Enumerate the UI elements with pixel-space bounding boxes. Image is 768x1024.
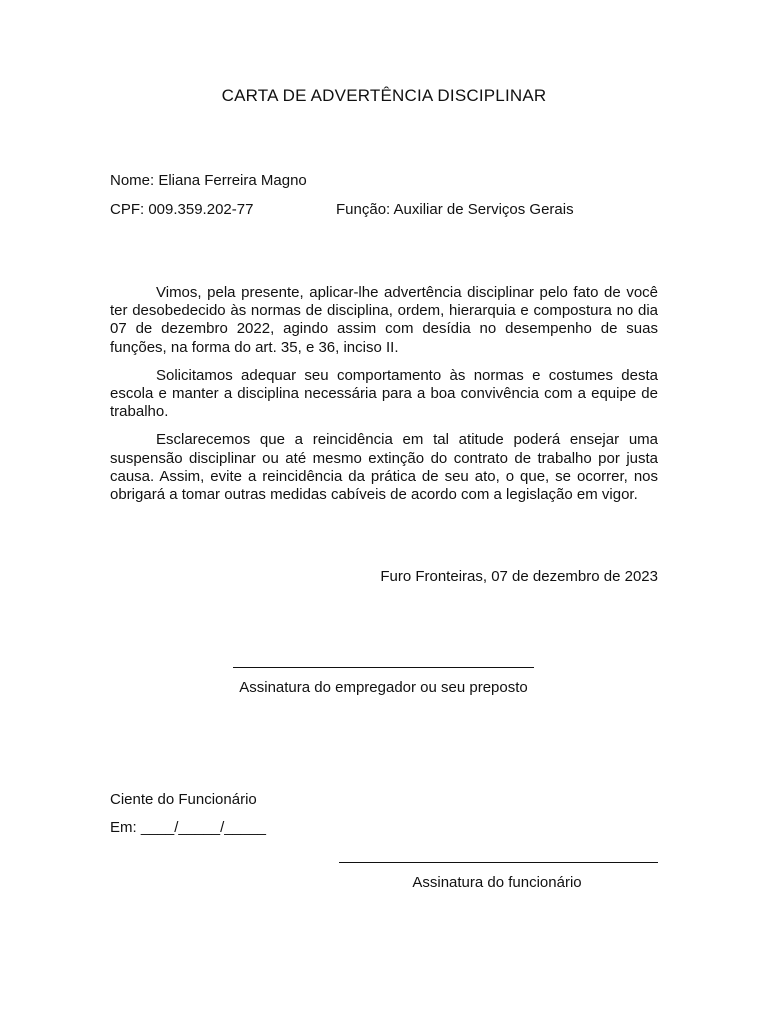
- body-paragraph: Vimos, pela presente, aplicar-lhe advertência disciplinar pelo fato de você ter desobedecido às normas de disciplina, ordem, hierarquia e compostura no dia 07 de dezembro 2022, agindo assim com desídia no desempenho de suas funções, na forma do art. 35, e 36, inciso II.: [110, 284, 658, 356]
- employee-name: Nome: Eliana Ferreira Magno: [110, 172, 307, 189]
- document-title: CARTA DE ADVERTÊNCIA DISCIPLINAR: [221, 86, 547, 105]
- body-paragraph: Solicitamos adequar seu comportamento às normas e costumes desta escola e manter a disciplina necessária para a boa convivência com a equipe de trabalho.: [110, 366, 658, 421]
- date-blank-line: Em: ____/_____/_____: [110, 819, 266, 836]
- employee-cpf: CPF: 009.359.202-77: [110, 201, 254, 218]
- letter-body: [110, 284, 658, 514]
- employer-signature-caption: Assinatura do empregador ou seu preposto: [239, 679, 528, 696]
- employee-signature-caption: Assinatura do funcionário: [412, 874, 582, 891]
- body-paragraph: Esclarecemos que a reincidência em tal atitude poderá ensejar uma suspensão disciplinar ou até mesmo extinção do contrato de trabalho por justa causa. Assim, evite a reincidência da prática de seu ato, o que, se ocorrer, nos obrigará a tomar outras medidas cabíveis de acordo com a legislação em vigor.: [110, 431, 658, 504]
- employee-signature-line: [339, 862, 658, 863]
- employer-signature-line: [233, 667, 534, 668]
- employee-role: Função: Auxiliar de Serviços Gerais: [336, 201, 574, 218]
- ciente-label: Ciente do Funcionário: [110, 791, 257, 808]
- place-and-date: Furo Fronteiras, 07 de dezembro de 2023: [380, 568, 658, 585]
